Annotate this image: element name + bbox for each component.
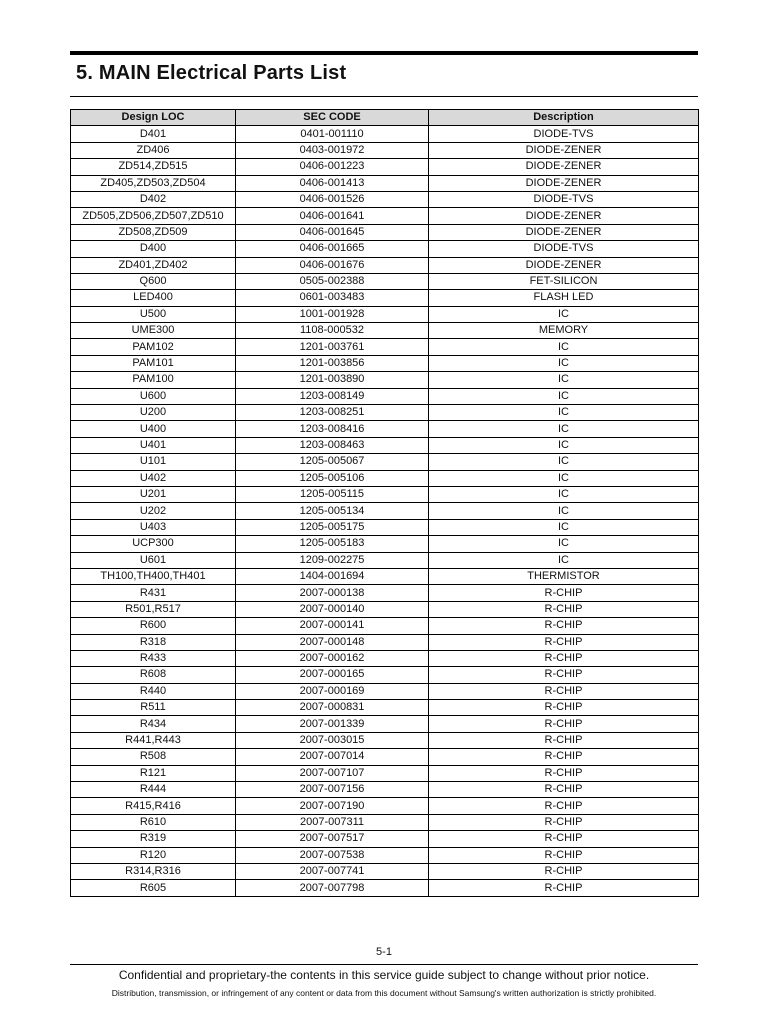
cell-design-loc: ZD406 — [71, 142, 236, 158]
table-row — [71, 749, 699, 765]
cell-design-loc: R501,R517 — [71, 601, 236, 617]
cell-design-loc: D402 — [71, 191, 236, 207]
table-row — [71, 650, 699, 666]
table-row — [71, 323, 699, 339]
cell-sec-code: 0406-001645 — [236, 224, 429, 240]
cell-sec-code: 0406-001223 — [236, 159, 429, 175]
cell-description: R-CHIP — [429, 732, 699, 748]
cell-sec-code: 1108-000532 — [236, 323, 429, 339]
cell-description: IC — [429, 552, 699, 568]
table-row — [71, 863, 699, 879]
cell-sec-code: 1203-008149 — [236, 388, 429, 404]
confidentiality-notice: Confidential and proprietary-the contents in this service guide subject to change without prior notice. — [118, 968, 650, 982]
table-row — [71, 175, 699, 191]
cell-sec-code: 2007-000140 — [236, 601, 429, 617]
cell-sec-code: 1205-005134 — [236, 503, 429, 519]
cell-sec-code: 2007-007741 — [236, 863, 429, 879]
cell-sec-code: 2007-007156 — [236, 782, 429, 798]
cell-description: R-CHIP — [429, 650, 699, 666]
parts-list-table — [70, 109, 699, 897]
cell-description: DIODE-ZENER — [429, 208, 699, 224]
cell-sec-code: 1205-005067 — [236, 454, 429, 470]
cell-sec-code: 1203-008251 — [236, 405, 429, 421]
cell-description: R-CHIP — [429, 700, 699, 716]
cell-sec-code: 0406-001413 — [236, 175, 429, 191]
cell-sec-code: 2007-007538 — [236, 847, 429, 863]
table-row — [71, 339, 699, 355]
page-title: 5. MAIN Electrical Parts List — [76, 62, 347, 84]
cell-sec-code: 1205-005175 — [236, 519, 429, 535]
cell-sec-code: 2007-000138 — [236, 585, 429, 601]
cell-design-loc: R444 — [71, 782, 236, 798]
cell-design-loc: D400 — [71, 241, 236, 257]
table-row — [71, 290, 699, 306]
cell-design-loc: R440 — [71, 683, 236, 699]
cell-sec-code: 2007-007311 — [236, 814, 429, 830]
cell-description: IC — [429, 470, 699, 486]
cell-sec-code: 2007-000831 — [236, 700, 429, 716]
cell-sec-code: 1203-008463 — [236, 437, 429, 453]
cell-design-loc: U101 — [71, 454, 236, 470]
cell-sec-code: 2007-007517 — [236, 831, 429, 847]
table-header-row — [71, 110, 699, 126]
cell-sec-code: 0401-001110 — [236, 126, 429, 142]
cell-description: DIODE-ZENER — [429, 257, 699, 273]
header-top-rule — [70, 51, 698, 55]
cell-description: IC — [429, 355, 699, 371]
cell-design-loc: R508 — [71, 749, 236, 765]
cell-design-loc: R608 — [71, 667, 236, 683]
table-row — [71, 831, 699, 847]
cell-design-loc: R318 — [71, 634, 236, 650]
table-row — [71, 585, 699, 601]
cell-description: MEMORY — [429, 323, 699, 339]
cell-design-loc: PAM101 — [71, 355, 236, 371]
cell-design-loc: U201 — [71, 486, 236, 502]
cell-description: DIODE-TVS — [429, 241, 699, 257]
cell-sec-code: 1205-005115 — [236, 486, 429, 502]
cell-design-loc: Q600 — [71, 273, 236, 289]
cell-sec-code: 2007-000141 — [236, 618, 429, 634]
cell-description: IC — [429, 388, 699, 404]
cell-description: R-CHIP — [429, 683, 699, 699]
cell-description: DIODE-TVS — [429, 191, 699, 207]
cell-sec-code: 1203-008416 — [236, 421, 429, 437]
table-row — [71, 388, 699, 404]
cell-description: IC — [429, 519, 699, 535]
column-header-design-loc: Design LOC — [71, 110, 236, 126]
table-row — [71, 847, 699, 863]
cell-sec-code: 1205-005183 — [236, 536, 429, 552]
cell-description: R-CHIP — [429, 782, 699, 798]
table-row — [71, 568, 699, 584]
cell-design-loc: ZD405,ZD503,ZD504 — [71, 175, 236, 191]
cell-sec-code: 2007-007014 — [236, 749, 429, 765]
table-row — [71, 732, 699, 748]
cell-design-loc: U403 — [71, 519, 236, 535]
cell-description: IC — [429, 503, 699, 519]
cell-description: R-CHIP — [429, 798, 699, 814]
cell-design-loc: PAM100 — [71, 372, 236, 388]
cell-sec-code: 0406-001676 — [236, 257, 429, 273]
cell-sec-code: 0406-001665 — [236, 241, 429, 257]
table-row — [71, 372, 699, 388]
cell-design-loc: U200 — [71, 405, 236, 421]
cell-sec-code: 2007-007798 — [236, 880, 429, 896]
cell-description: IC — [429, 372, 699, 388]
cell-design-loc: R319 — [71, 831, 236, 847]
parts-table-body — [71, 126, 699, 896]
table-row — [71, 700, 699, 716]
table-row — [71, 601, 699, 617]
cell-description: IC — [429, 454, 699, 470]
cell-design-loc: PAM102 — [71, 339, 236, 355]
cell-description: IC — [429, 339, 699, 355]
table-row — [71, 552, 699, 568]
table-row — [71, 405, 699, 421]
cell-sec-code: 1209-002275 — [236, 552, 429, 568]
cell-design-loc: R600 — [71, 618, 236, 634]
table-row — [71, 798, 699, 814]
cell-design-loc: ZD508,ZD509 — [71, 224, 236, 240]
cell-sec-code: 0505-002388 — [236, 273, 429, 289]
table-row — [71, 536, 699, 552]
cell-description: R-CHIP — [429, 814, 699, 830]
cell-description: R-CHIP — [429, 880, 699, 896]
table-row — [71, 782, 699, 798]
cell-description: R-CHIP — [429, 765, 699, 781]
cell-sec-code: 2007-001339 — [236, 716, 429, 732]
cell-description: DIODE-ZENER — [429, 224, 699, 240]
cell-sec-code: 1001-001928 — [236, 306, 429, 322]
cell-description: IC — [429, 536, 699, 552]
cell-description: IC — [429, 405, 699, 421]
cell-design-loc: R511 — [71, 700, 236, 716]
cell-sec-code: 1205-005106 — [236, 470, 429, 486]
table-row — [71, 470, 699, 486]
cell-design-loc: D401 — [71, 126, 236, 142]
cell-description: R-CHIP — [429, 863, 699, 879]
table-row — [71, 683, 699, 699]
cell-sec-code: 0406-001526 — [236, 191, 429, 207]
table-row — [71, 208, 699, 224]
table-row — [71, 519, 699, 535]
table-row — [71, 159, 699, 175]
cell-description: IC — [429, 306, 699, 322]
table-row — [71, 355, 699, 371]
cell-sec-code: 1201-003761 — [236, 339, 429, 355]
cell-sec-code: 1201-003856 — [236, 355, 429, 371]
cell-design-loc: R441,R443 — [71, 732, 236, 748]
cell-description: DIODE-ZENER — [429, 175, 699, 191]
cell-design-loc: U600 — [71, 388, 236, 404]
cell-sec-code: 2007-000162 — [236, 650, 429, 666]
cell-description: IC — [429, 437, 699, 453]
cell-description: IC — [429, 486, 699, 502]
table-row — [71, 421, 699, 437]
cell-description: R-CHIP — [429, 634, 699, 650]
cell-sec-code: 2007-000148 — [236, 634, 429, 650]
column-header-description: Description — [429, 110, 699, 126]
cell-sec-code: 2007-007190 — [236, 798, 429, 814]
cell-sec-code: 2007-003015 — [236, 732, 429, 748]
cell-design-loc: R431 — [71, 585, 236, 601]
table-row — [71, 306, 699, 322]
cell-design-loc: TH100,TH400,TH401 — [71, 568, 236, 584]
distribution-notice: Distribution, transmission, or infringement of any content or data from this document without Samsung's written authorization is strictly prohibited. — [111, 988, 657, 998]
cell-design-loc: U402 — [71, 470, 236, 486]
table-row — [71, 126, 699, 142]
table-row — [71, 224, 699, 240]
table-row — [71, 191, 699, 207]
column-header-sec-code: SEC CODE — [236, 110, 429, 126]
cell-description: R-CHIP — [429, 585, 699, 601]
cell-design-loc: R314,R316 — [71, 863, 236, 879]
cell-design-loc: U601 — [71, 552, 236, 568]
table-row — [71, 503, 699, 519]
table-row — [71, 814, 699, 830]
cell-sec-code: 1201-003890 — [236, 372, 429, 388]
cell-design-loc: R434 — [71, 716, 236, 732]
cell-description: R-CHIP — [429, 667, 699, 683]
cell-description: THERMISTOR — [429, 568, 699, 584]
cell-description: IC — [429, 421, 699, 437]
cell-design-loc: U500 — [71, 306, 236, 322]
cell-design-loc: R605 — [71, 880, 236, 896]
table-row — [71, 618, 699, 634]
cell-design-loc: ZD514,ZD515 — [71, 159, 236, 175]
cell-description: R-CHIP — [429, 847, 699, 863]
table-row — [71, 634, 699, 650]
table-row — [71, 241, 699, 257]
cell-description: R-CHIP — [429, 831, 699, 847]
cell-sec-code: 0406-001641 — [236, 208, 429, 224]
cell-description: R-CHIP — [429, 716, 699, 732]
cell-sec-code: 0403-001972 — [236, 142, 429, 158]
table-row — [71, 667, 699, 683]
cell-description: R-CHIP — [429, 601, 699, 617]
cell-description: FLASH LED — [429, 290, 699, 306]
table-row — [71, 486, 699, 502]
cell-design-loc: LED400 — [71, 290, 236, 306]
table-row — [71, 765, 699, 781]
table-row — [71, 273, 699, 289]
footer-rule — [70, 964, 698, 965]
cell-sec-code: 2007-000165 — [236, 667, 429, 683]
cell-design-loc: R610 — [71, 814, 236, 830]
table-row — [71, 257, 699, 273]
cell-design-loc: R120 — [71, 847, 236, 863]
cell-description: R-CHIP — [429, 749, 699, 765]
cell-design-loc: U400 — [71, 421, 236, 437]
table-row — [71, 716, 699, 732]
table-row — [71, 880, 699, 896]
cell-description: DIODE-ZENER — [429, 159, 699, 175]
table-row — [71, 142, 699, 158]
cell-design-loc: R121 — [71, 765, 236, 781]
cell-design-loc: ZD505,ZD506,ZD507,ZD510 — [71, 208, 236, 224]
cell-design-loc: U401 — [71, 437, 236, 453]
cell-sec-code: 2007-000169 — [236, 683, 429, 699]
cell-sec-code: 1404-001694 — [236, 568, 429, 584]
cell-design-loc: UME300 — [71, 323, 236, 339]
cell-design-loc: U202 — [71, 503, 236, 519]
table-row — [71, 454, 699, 470]
cell-design-loc: R433 — [71, 650, 236, 666]
title-underline-rule — [70, 96, 698, 97]
cell-sec-code: 0601-003483 — [236, 290, 429, 306]
cell-sec-code: 2007-007107 — [236, 765, 429, 781]
cell-design-loc: UCP300 — [71, 536, 236, 552]
cell-description: FET-SILICON — [429, 273, 699, 289]
cell-description: R-CHIP — [429, 618, 699, 634]
cell-description: DIODE-TVS — [429, 126, 699, 142]
table-row — [71, 437, 699, 453]
page-number: 5-1 — [376, 946, 392, 958]
cell-design-loc: ZD401,ZD402 — [71, 257, 236, 273]
cell-design-loc: R415,R416 — [71, 798, 236, 814]
cell-description: DIODE-ZENER — [429, 142, 699, 158]
